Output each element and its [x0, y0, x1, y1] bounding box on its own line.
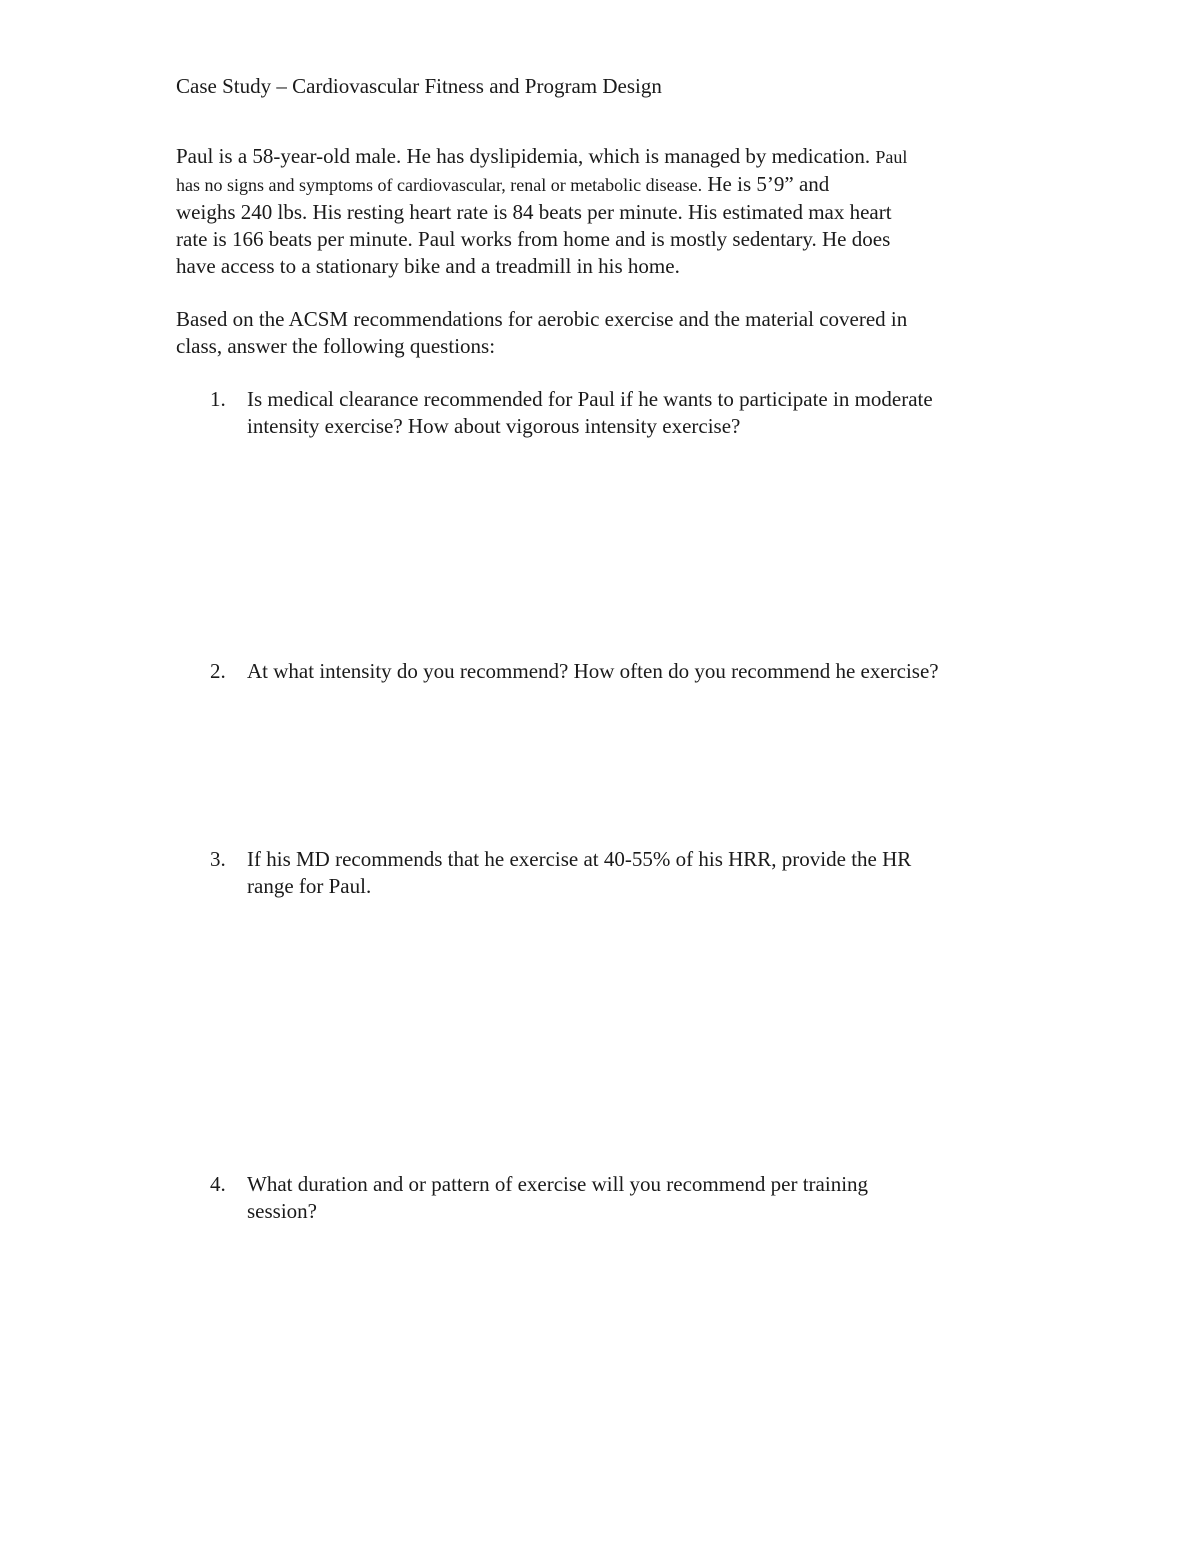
question-text [247, 1171, 1047, 1225]
question-number: 1. [210, 387, 226, 411]
case-line: rate is 166 beats per minute. Paul works from home and is mostly sedentary. He does [176, 227, 891, 251]
question-text [247, 386, 1047, 440]
question-line: At what intensity do you recommend? How often do you recommend he exercise? [247, 659, 939, 683]
case-line: have access to a stationary bike and a treadmill in his home. [176, 254, 680, 278]
question-line: session? [247, 1199, 317, 1223]
question-line: Is medical clearance recommended for Paul if he wants to participate in moderate [247, 387, 933, 411]
instructions-line: class, answer the following questions: [176, 334, 496, 358]
document-title: Case Study – Cardiovascular Fitness and Program Design [176, 74, 662, 98]
question-line: intensity exercise? How about vigorous intensity exercise? [247, 414, 741, 438]
case-line-text: has no signs and symptoms of cardiovascular, renal or metabolic disease. [176, 175, 703, 195]
question-number: 4. [210, 1172, 226, 1196]
question-text [247, 846, 1047, 900]
question-text [247, 658, 1047, 685]
instructions [176, 306, 1056, 360]
case-description [176, 143, 1056, 280]
case-line-text: Paul [875, 147, 908, 167]
case-line [176, 171, 1056, 199]
case-line-text: He is 5’9” and [707, 172, 830, 196]
case-line [176, 143, 1056, 171]
case-line-text: Paul is a 58-year-old male. He has dyslipidemia, which is managed by medication. [176, 144, 871, 168]
question-number: 2. [210, 659, 226, 683]
question-line: What duration and or pattern of exercise will you recommend per training [247, 1172, 869, 1196]
case-line: weighs 240 lbs. His resting heart rate is 84 beats per minute. His estimated max heart [176, 200, 892, 224]
question-number: 3. [210, 847, 226, 871]
question-line: If his MD recommends that he exercise at 40-55% of his HRR, provide the HR [247, 847, 912, 871]
instructions-line: Based on the ACSM recommendations for aerobic exercise and the material covered in [176, 307, 908, 331]
question-line: range for Paul. [247, 874, 372, 898]
